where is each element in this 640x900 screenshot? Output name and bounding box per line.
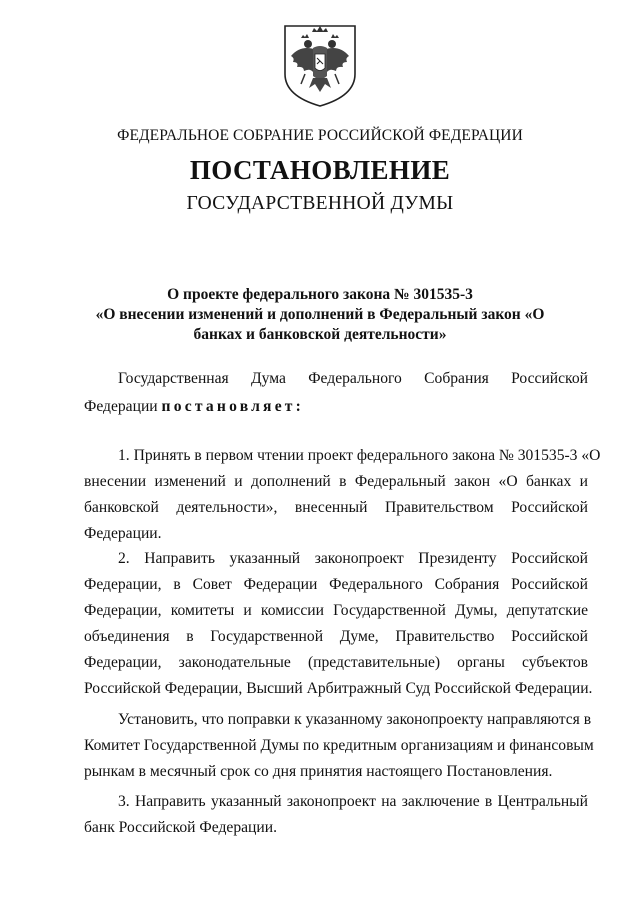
title-line: банках и банковской деятельности»: [193, 326, 447, 343]
amendments-line: Установить, что поправки к указанному законопроекту направляются в: [118, 711, 592, 728]
preamble-line: Государственная Дума Федерального Собрания Российской: [118, 370, 588, 387]
organization-name: ФЕДЕРАЛЬНОЕ СОБРАНИЕ РОССИЙСКОЙ ФЕДЕРАЦИИ: [117, 127, 523, 144]
item-2-line: объединения в Государственной Думе, Правительство Российской: [84, 628, 588, 645]
item-1-line: внесении изменений и дополнений в Федеральный закон «О банках и: [84, 473, 588, 490]
amendments-line: Комитет Государственной Думы по кредитным организациям и финансовым: [84, 737, 594, 754]
item-2-line: Российской Федерации, Высший Арбитражный Суд Российской Федерации.: [84, 680, 593, 697]
preamble-line: [84, 394, 304, 420]
document-type-subtitle: ГОСУДАРСТВЕННОЙ ДУМЫ: [186, 193, 454, 214]
item-2-line: Федерации, в Совет Федерации Федерального Собрания Российской: [84, 576, 588, 593]
item-1-line: 1. Принять в первом чтении проект федерального закона № 301535-3 «О: [118, 447, 601, 464]
preamble-text: Федерации: [84, 398, 162, 415]
resolution-title: [90, 285, 550, 345]
item-2-line: 2. Направить указанный законопроект Президенту Российской: [118, 550, 588, 567]
item-3-line: 3. Направить указанный законопроект на заключение в Центральный: [118, 793, 588, 810]
title-line: О проекте федерального закона № 301535-3: [167, 286, 473, 303]
item-1-line: Федерации.: [84, 525, 162, 542]
item-1-line: банковской деятельности», внесенный Правительством Российской: [84, 499, 588, 516]
item-3-line: банк Российской Федерации.: [84, 819, 277, 836]
item-2-line: Федерации, законодательные (представительные) органы субъектов: [84, 654, 588, 671]
title-line: «О внесении изменений и дополнений в Федеральный закон «О: [95, 306, 545, 323]
decision-verb: постановляет:: [161, 398, 305, 415]
amendments-line: рынкам в месячный срок со дня принятия настоящего Постановления.: [84, 763, 553, 780]
document-type: ПОСТАНОВЛЕНИЕ: [189, 155, 451, 185]
item-2-line: Федерации, комитеты и комиссии Государственной Думы, депутатские: [84, 602, 588, 619]
russian-coat-of-arms-icon: [279, 22, 361, 108]
